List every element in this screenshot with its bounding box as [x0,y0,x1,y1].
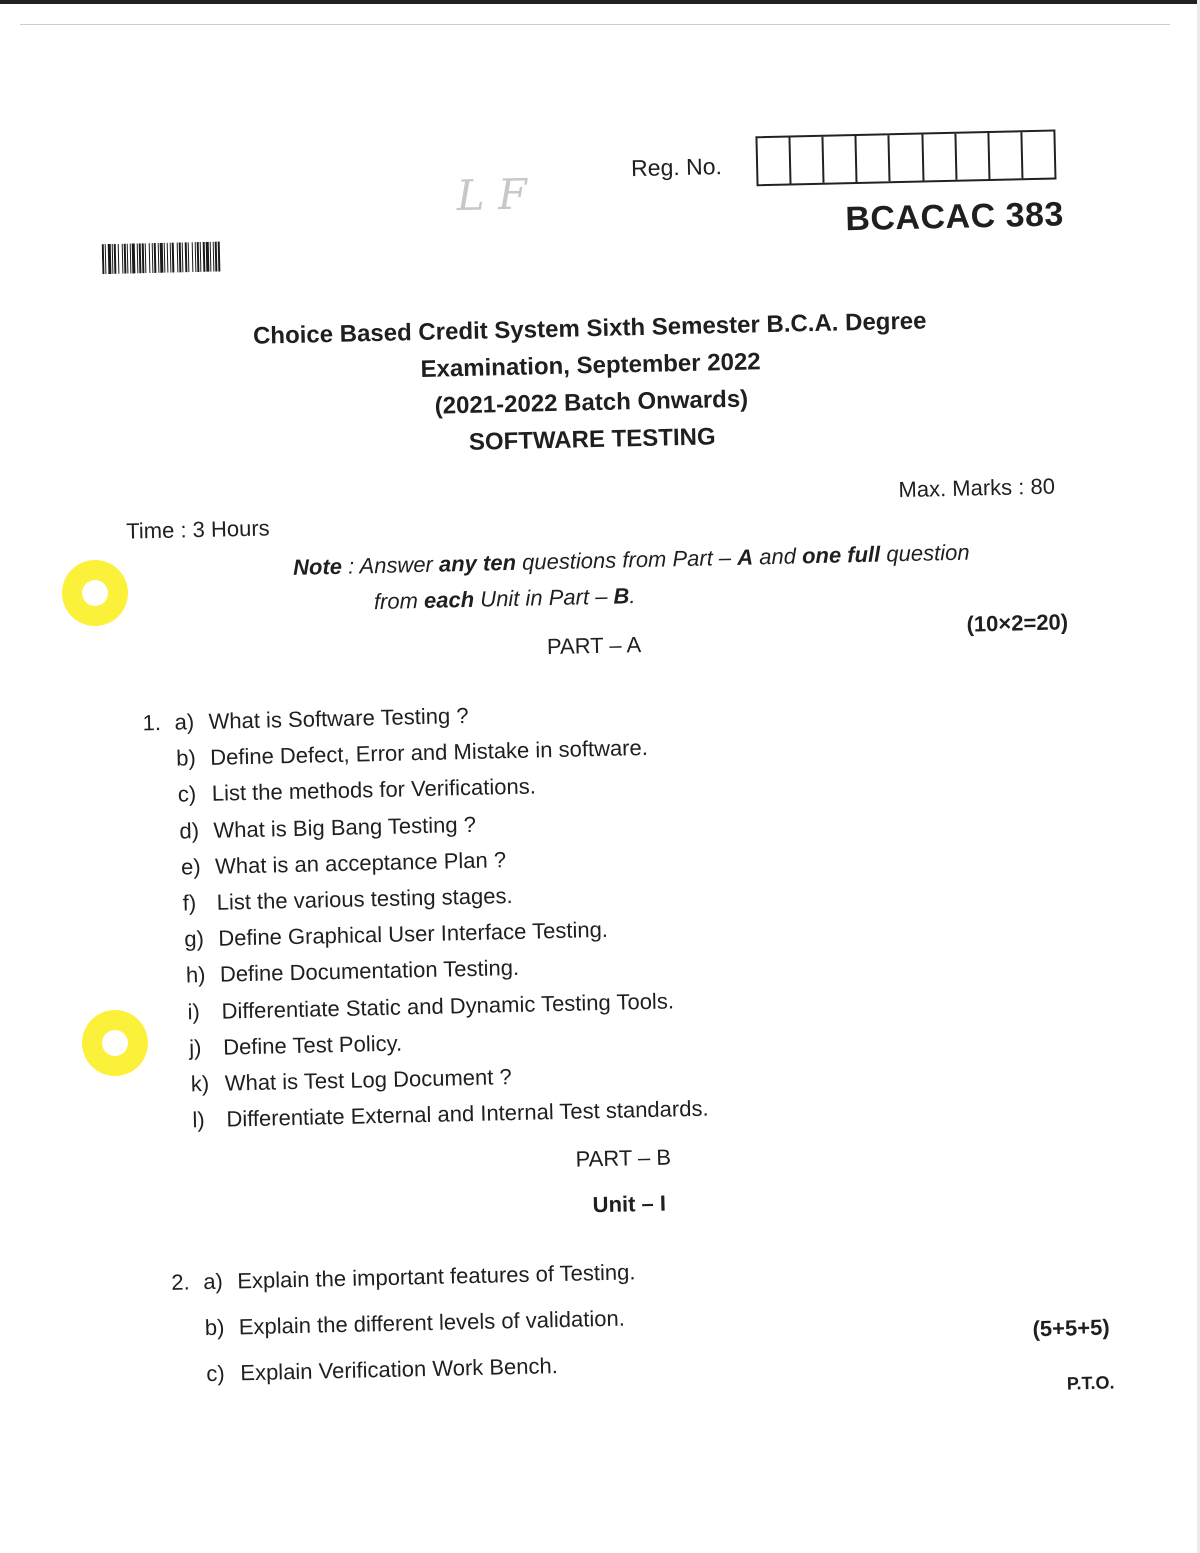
question-text: Define Test Policy. [222,1030,403,1060]
question-letter: e) [180,853,201,880]
barcode-bar [203,242,206,272]
barcode-bar [152,243,154,273]
question-text: Differentiate External and Internal Test standards. [226,1095,709,1132]
barcode-bar [160,243,164,273]
barcode-bar [182,242,184,272]
reg-no-cell[interactable] [923,134,957,181]
reg-no-cell[interactable] [989,132,1023,179]
question-letter: l) [192,1107,205,1133]
barcode-bar [105,244,107,274]
question-item [171,1259,636,1296]
note-line-1 [293,540,970,581]
barcode-bar [124,244,127,274]
note-text: and [752,543,803,570]
question-item [144,735,648,772]
barcode-bar [142,243,145,273]
part-b-marks: (5+5+5) [1032,1314,1110,1342]
question-letter: b) [175,745,197,771]
reg-no-cell[interactable] [956,133,990,180]
note-emphasis: each [423,586,475,613]
question-item [173,1306,626,1342]
question-item [147,811,476,844]
question-number [159,1091,191,1092]
question-number [161,1128,193,1129]
barcode-bar [130,244,132,274]
barcode-bar [122,244,124,274]
note-text: Unit in Part – [473,583,614,612]
part-b-heading: PART – B [575,1144,672,1172]
reg-no-cell[interactable] [824,136,858,183]
part-a-marks: (10×2=20) [966,609,1069,637]
barcode-bar [158,243,160,273]
question-letter: j) [188,1034,202,1061]
question-letter: c) [177,781,197,807]
question-letter: c) [206,1360,225,1387]
question-text: Explain Verification Work Bench. [240,1353,559,1386]
question-text: Define Defect, Error and Mistake in software. [209,735,649,771]
barcode-bar [112,244,114,274]
reg-no-cell[interactable] [890,135,924,182]
barcode-bar [215,242,218,272]
paper-code: BCACAC 383 [844,195,1065,239]
exam-title-line-1: Choice Based Credit System Sixth Semester B.C.A. Degree [252,307,927,350]
question-text: Explain the important features of Testing. [236,1259,636,1294]
question-number [173,1335,205,1336]
note-emphasis: any ten [438,549,517,577]
question-number [175,1381,207,1382]
question-item [157,1030,402,1062]
question-item [155,988,674,1026]
barcode-bar [139,243,142,273]
barcode-bar [118,244,120,274]
reg-no-label: Reg. No. [630,153,723,182]
question-text: What is Test Log Document ? [224,1064,512,1096]
question-item [149,847,507,881]
question-number: 2. [171,1269,190,1295]
question-text: List the various testing stages. [216,883,513,915]
question-text: Define Documentation Testing. [219,955,520,988]
barcode-bar [218,241,221,271]
barcode-bar [177,242,179,272]
barcode-bar [213,242,215,272]
note-text: question [879,539,970,567]
barcode-bar [102,244,105,274]
question-text: What is Big Bang Testing ? [213,811,477,843]
question-letter: a) [174,709,195,735]
note-label: Note [292,553,343,580]
question-item [146,774,537,809]
question-item [174,1353,558,1388]
question-letter: d) [179,817,200,844]
question-number [154,983,186,984]
unit-heading: Unit – I [592,1190,667,1218]
barcode-bar [179,242,182,272]
question-number [148,838,180,839]
question-number [144,766,176,767]
barcode-bar [114,244,117,274]
part-a-heading: PART – A [546,632,642,660]
barcode-bar [167,243,169,273]
question-letter: f) [182,890,197,916]
barcode-bar [185,242,188,272]
barcode-bar [200,242,202,272]
question-letter: a) [202,1268,224,1295]
barcode-bar [145,243,147,273]
reg-no-cell[interactable] [1022,132,1054,179]
question-letter: b) [204,1314,225,1341]
reg-no-cell[interactable] [791,137,825,184]
barcode-bar [137,243,139,273]
question-item [160,1096,709,1134]
question-text: What is an acceptance Plan ? [214,846,507,879]
note-emphasis: B [613,583,630,609]
note-text: questions from Part – [515,544,738,575]
barcode-bar [127,244,129,274]
note-text: . [629,583,636,609]
note-line-2 [374,583,636,615]
question-text: Differentiate Static and Dynamic Testing Tools. [221,987,675,1024]
barcode [102,239,341,274]
question-text: List the methods for Verifications. [211,773,537,807]
question-text: What is Software Testing ? [208,702,469,734]
question-item [150,883,512,917]
question-number [156,1019,188,1020]
question-number [152,947,184,948]
question-letter: h) [185,962,206,988]
exam-title-line-2: Examination, September 2022 [420,348,761,383]
reg-no-cell[interactable] [757,138,791,185]
question-item [142,703,469,736]
barcode-bar [132,243,136,273]
barcode-bar [192,242,194,272]
barcode-bar [195,242,197,272]
question-letter: k) [190,1070,210,1097]
question-text: Define Graphical User Interface Testing. [218,917,609,951]
barcode-bar [206,242,210,272]
barcode-bar [170,243,172,273]
please-turn-over: P.T.O. [1066,1372,1115,1394]
note-emphasis: one full [801,541,881,569]
barcode-bar [188,242,190,272]
note-text: from [373,587,425,615]
barcode-bar [149,243,151,273]
note-emphasis: A [736,544,754,570]
barcode-bar [108,244,112,274]
question-number [151,910,183,911]
question-letter: i) [187,998,201,1025]
reg-no-boxes[interactable] [755,130,1056,187]
note-text: : Answer [341,551,440,579]
question-number [146,802,178,803]
max-marks: Max. Marks : 80 [898,473,1056,503]
question-item [152,917,608,953]
question-item [159,1064,512,1098]
subject-title: SOFTWARE TESTING [468,423,716,456]
question-letter: g) [184,926,205,952]
barcode-bar [154,243,157,273]
question-item [154,955,520,989]
barcode-bar [197,242,200,272]
question-text: Explain the different levels of validation. [238,1305,626,1340]
reg-no-cell[interactable] [857,135,891,182]
question-number: 1. [142,709,162,736]
pencil-mark: L F [456,169,528,221]
exam-title-line-3: (2021-2022 Batch Onwards) [434,385,749,420]
barcode-bar [164,243,166,273]
exam-time: Time : 3 Hours [125,515,270,544]
barcode-bar [172,243,175,273]
question-number [157,1055,189,1056]
question-number [149,874,181,875]
barcode-bar [210,242,212,272]
